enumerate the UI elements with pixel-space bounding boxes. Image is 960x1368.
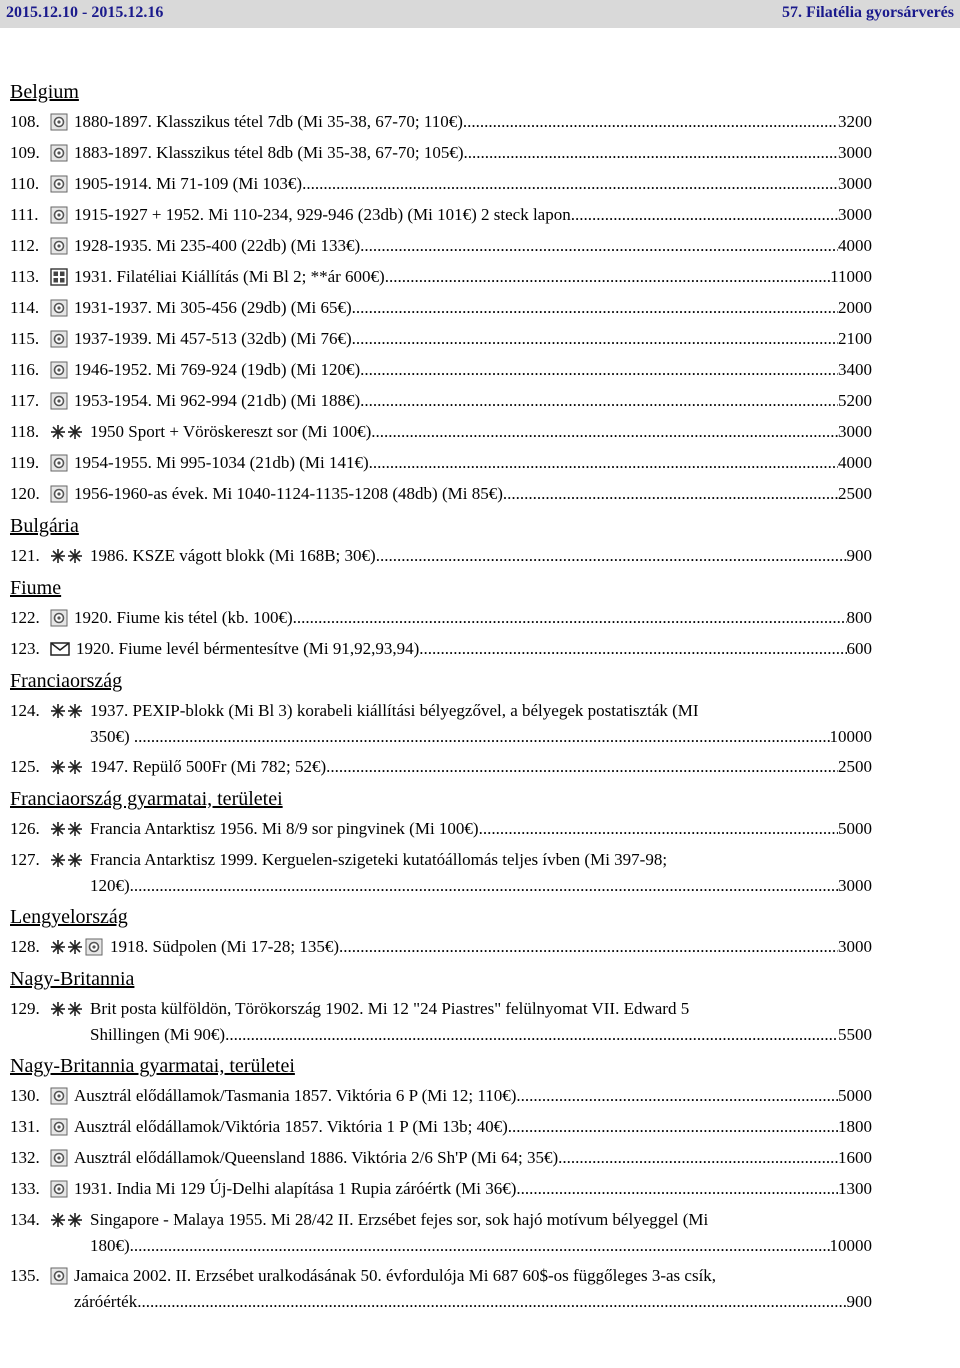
dot-leader [508, 1114, 838, 1140]
lot-number: 120. [10, 484, 40, 503]
lot-price: 3000 [838, 143, 872, 162]
lot-body [90, 419, 872, 450]
lot-price-line [74, 295, 872, 321]
lot-number: 130. [10, 1086, 40, 1105]
lot-price-line [90, 543, 872, 569]
lot-body [74, 1083, 872, 1114]
dot-leader [360, 357, 838, 383]
lot-price-line [74, 171, 872, 197]
lot-body [74, 1145, 872, 1176]
dot-leader [463, 109, 838, 135]
lot-number: 133. [10, 1179, 40, 1198]
double-star-icon [50, 816, 84, 842]
double-star-icon [50, 1207, 84, 1233]
lot-number: 127. [10, 850, 40, 869]
dot-leader [371, 419, 838, 445]
lot-entry [10, 1114, 872, 1145]
double-star-icon [50, 754, 84, 780]
lot-price-line [90, 1233, 872, 1259]
lot-number: 123. [10, 639, 40, 658]
dot-leader [293, 605, 847, 631]
page-header [0, 0, 960, 28]
used-stamp-icon [50, 295, 68, 321]
dot-leader [147, 873, 838, 899]
lot-entry [10, 698, 872, 750]
dot-leader [369, 450, 838, 476]
lot-description: 1880-1897. Klasszikus tétel 7db (Mi 35-38, 67-70; 110€) [74, 112, 463, 131]
lot-number: 113. [10, 267, 40, 286]
lot-description: 1946-1952. Mi 769-924 (19db) (Mi 120€) [74, 360, 361, 379]
used-stamp-icon [50, 1114, 68, 1140]
lot-description: 1931-1937. Mi 305-456 (29db) (Mi 65€) [74, 298, 352, 317]
dot-leader [464, 140, 838, 166]
lot-price: 2500 [838, 484, 872, 503]
lot-body [74, 109, 872, 140]
lot-entry [10, 202, 872, 233]
lot-entry [10, 847, 872, 899]
dot-leader [385, 264, 830, 290]
lot-price: 5200 [838, 391, 872, 410]
lot-entry [10, 326, 872, 357]
dot-leader [571, 202, 838, 228]
lot-entry [10, 1083, 872, 1114]
dot-leader [138, 724, 829, 750]
used-stamp-icon [50, 233, 68, 259]
lot-description: 1918. Südpolen (Mi 17-28; 135€) [110, 937, 340, 956]
dot-leader [302, 171, 838, 197]
lot-price-line [90, 754, 872, 780]
lot-entry [10, 419, 872, 450]
lot-price-line [110, 934, 872, 960]
dot-leader [503, 481, 838, 507]
lot-price: 5500 [838, 1025, 872, 1044]
lot-entry [10, 754, 872, 785]
lot-body [74, 264, 872, 295]
lot-price: 11000 [830, 267, 872, 286]
lot-body [74, 326, 872, 357]
lot-number: 119. [10, 453, 40, 472]
lot-body [74, 481, 872, 512]
lot-price-line [74, 109, 872, 135]
lot-body [90, 847, 872, 899]
lot-price: 3000 [838, 205, 872, 224]
lot-entry [10, 636, 872, 667]
lot-price: 3000 [838, 937, 872, 956]
lot-description: Singapore - Malaya 1955. Mi 28/42 II. Erzsébet fejes sor, sok hajó motívum bélyeggel (Mi [90, 1210, 709, 1229]
envelope-icon [50, 636, 70, 662]
dot-leader [352, 295, 838, 321]
lot-price-line [74, 202, 872, 228]
lot-description-cont: 350€) . [90, 727, 139, 746]
lot-description-line [90, 1207, 872, 1233]
lot-price: 5000 [838, 819, 872, 838]
lot-price-line [74, 264, 872, 290]
lot-number: 129. [10, 999, 40, 1018]
lot-price: 4000 [838, 236, 872, 255]
double-star-icon [50, 698, 84, 724]
section-title: Nagy-Britannia [10, 968, 135, 990]
lot-body [74, 388, 872, 419]
used-stamp-icon [50, 388, 68, 414]
lot-description-cont: Shillingen (Mi 90€) [90, 1025, 226, 1044]
lot-body [74, 140, 872, 171]
block-icon [50, 264, 68, 290]
lot-number: 128. [10, 937, 40, 956]
lot-body [90, 996, 872, 1048]
used-stamp-icon [50, 1145, 68, 1171]
lot-description: 1931. India Mi 129 Új-Delhi alapítása 1 Rupia záróértk (Mi 36€) [74, 1179, 517, 1198]
dot-leader [137, 1289, 846, 1315]
used-stamp-icon [50, 202, 68, 228]
dot-leader [521, 1083, 838, 1109]
lot-price: 3000 [838, 876, 872, 895]
lot-entry [10, 816, 872, 847]
dot-leader [352, 326, 838, 352]
lot-number: 122. [10, 608, 40, 627]
section-title: Franciaország gyarmatai, területei [10, 788, 283, 810]
lot-price-line [90, 1022, 872, 1048]
lot-price: 3400 [838, 360, 872, 379]
lot-body [74, 233, 872, 264]
lot-body [90, 543, 872, 574]
section-title: Nagy-Britannia gyarmatai, területei [10, 1055, 295, 1077]
lot-price: 1600 [838, 1148, 872, 1167]
dot-leader [339, 934, 838, 960]
lot-price-line [90, 873, 872, 899]
section-title: Franciaország [10, 670, 123, 692]
auction-title: 57. Filatélia gyorsárverés [782, 4, 954, 21]
lot-description-cont: záróérték [74, 1292, 138, 1311]
used-stamp-icon [50, 140, 68, 166]
lot-price: 900 [846, 546, 872, 565]
double-star-icon [50, 543, 84, 569]
lot-description: 1956-1960-as évek. Mi 1040-1124-1135-1208 (48db) (Mi 85€) [74, 484, 503, 503]
lot-price-line [74, 1176, 872, 1202]
lot-body [76, 636, 872, 667]
section-title: Bulgária [10, 515, 79, 537]
section-title: Belgium [10, 81, 79, 103]
lot-description: 1937-1939. Mi 457-513 (32db) (Mi 76€) [74, 329, 352, 348]
lot-body [90, 754, 872, 785]
lot-entry [10, 109, 872, 140]
dot-leader [376, 543, 847, 569]
lot-price-line [74, 605, 872, 631]
lot-description-cont: 180€) [90, 1236, 130, 1255]
lot-entry [10, 357, 872, 388]
lot-description: 1954-1955. Mi 995-1034 (21db) (Mi 141€) [74, 453, 369, 472]
lot-description: Francia Antarktisz 1999. Kerguelen-szigeteki kutatóállomás teljes ívben (Mi 397-98; [90, 850, 668, 869]
used-stamp-icon [50, 326, 68, 352]
lot-entry [10, 233, 872, 264]
lot-body [90, 1207, 872, 1259]
lot-price-line [74, 481, 872, 507]
used-stamp-icon [50, 171, 68, 197]
lot-number: 134. [10, 1210, 40, 1229]
dot-leader [326, 754, 838, 780]
lot-price: 800 [846, 608, 872, 627]
lot-description: Ausztrál elődállamok/Viktória 1857. Viktória 1 P (Mi 13b; 40€) [74, 1117, 508, 1136]
lot-price: 3000 [838, 174, 872, 193]
lot-price: 1800 [838, 1117, 872, 1136]
double-star-icon [50, 847, 84, 873]
lot-entry [10, 388, 872, 419]
dot-leader [419, 636, 846, 662]
lot-number: 126. [10, 819, 40, 838]
lot-number: 117. [10, 391, 40, 410]
dot-leader [130, 1233, 830, 1259]
lot-entry [10, 481, 872, 512]
dot-leader [516, 1176, 838, 1202]
lot-price: 3000 [838, 422, 872, 441]
lot-description: Francia Antarktisz 1956. Mi 8/9 sor pingvinek (Mi 100€) [90, 819, 479, 838]
lot-price: 2100 [838, 329, 872, 348]
lot-description: 1931. Filatéliai Kiállítás (Mi Bl 2; **ár 600€) [74, 267, 385, 286]
lot-description: Ausztrál elődállamok/Tasmania 1857. Viktória 6 P (Mi 12; 110€). [74, 1086, 521, 1105]
lot-price-line [90, 419, 872, 445]
lot-price: 10000 [829, 727, 872, 746]
lot-price-line [74, 450, 872, 476]
lot-number: 132. [10, 1148, 40, 1167]
lot-body [74, 605, 872, 636]
lot-number: 112. [10, 236, 40, 255]
lot-number: 116. [10, 360, 40, 379]
used-stamp-icon [50, 1176, 68, 1202]
lot-price-line [76, 636, 872, 662]
double-star-icon [50, 996, 84, 1022]
dot-leader [360, 388, 838, 414]
lot-price-line [90, 816, 872, 842]
lot-price-line [74, 1083, 872, 1109]
lot-body [74, 295, 872, 326]
dot-leader [225, 1022, 838, 1048]
lot-price: 600 [846, 639, 872, 658]
lot-description: 1905-1914. Mi 71-109 (Mi 103€) [74, 174, 303, 193]
used-stamp-icon [50, 1083, 68, 1109]
lot-description-cont: 120€).... [90, 876, 147, 895]
lot-description: 1928-1935. Mi 235-400 (22db) (Mi 133€) [74, 236, 361, 255]
lot-description: 1883-1897. Klasszikus tétel 8db (Mi 35-38, 67-70; 105€) [74, 143, 464, 162]
used-stamp-icon [50, 605, 68, 631]
lot-description: Ausztrál elődállamok/Queensland 1886. Viktória 2/6 Sh'P (Mi 64; 35€) [74, 1148, 559, 1167]
used-stamp-icon [50, 109, 68, 135]
lot-number: 110. [10, 174, 40, 193]
lot-body [74, 1114, 872, 1145]
section-title: Fiume [10, 577, 62, 599]
lot-price: 4000 [838, 453, 872, 472]
lot-description: 1915-1927 + 1952. Mi 110-234, 929-946 (23db) (Mi 101€) 2 steck lapon [74, 205, 571, 224]
dot-leader [558, 1145, 838, 1171]
used-stamp-icon [50, 1263, 68, 1289]
lot-description: Jamaica 2002. II. Erzsébet uralkodásának 50. évfordulója Mi 687 60$-os függőleges 3-as csík, [74, 1266, 717, 1285]
lot-price: 3200 [838, 112, 872, 131]
lot-description: 1920. Fiume levél bérmentesítve (Mi 91,92,93,94) [76, 639, 420, 658]
lot-description-line [90, 996, 872, 1022]
lot-entry [10, 934, 872, 965]
lot-entry [10, 1145, 872, 1176]
lot-body [74, 1263, 872, 1315]
lot-description-line [74, 1263, 872, 1289]
lot-price-line [74, 357, 872, 383]
double-star-icon [50, 419, 84, 445]
lot-entry [10, 171, 872, 202]
lot-body [110, 934, 872, 965]
lot-number: 118. [10, 422, 40, 441]
lot-price-line [74, 140, 872, 166]
lot-price-line [74, 1114, 872, 1140]
lot-entry [10, 1176, 872, 1207]
lot-description: 1937. PEXIP-blokk (Mi Bl 3) korabeli kiállítási bélyegzővel, a bélyegek postatiszták (MI [90, 701, 699, 720]
section-title: Lengyelország [10, 906, 128, 928]
lot-entry [10, 543, 872, 574]
lot-price-line [74, 233, 872, 259]
lot-entry [10, 996, 872, 1048]
double-star-used-icon [50, 934, 104, 960]
lot-price-line [74, 1145, 872, 1171]
lot-body [90, 816, 872, 847]
lot-body [74, 171, 872, 202]
lot-entry [10, 605, 872, 636]
lot-description: 1986. KSZE vágott blokk (Mi 168B; 30€) [90, 546, 376, 565]
lot-description-line [90, 698, 872, 724]
dot-leader [360, 233, 838, 259]
lot-number: 109. [10, 143, 40, 162]
lot-number: 125. [10, 757, 40, 776]
auction-date-range: 2015.12.10 - 2015.12.16 [6, 4, 164, 21]
lot-description: 1953-1954. Mi 962-994 (21db) (Mi 188€) [74, 391, 361, 410]
lot-description: 1920. Fiume kis tétel (kb. 100€) [74, 608, 293, 627]
lot-list [10, 78, 872, 1319]
lot-description: 1950 Sport + Vöröskereszt sor (Mi 100€) [90, 422, 372, 441]
lot-number: 124. [10, 701, 40, 720]
lot-entry [10, 1207, 872, 1259]
lot-entry [10, 140, 872, 171]
lot-price-line [74, 388, 872, 414]
lot-body [74, 1176, 872, 1207]
lot-price: 900 [846, 1292, 872, 1311]
lot-description: Brit posta külföldön, Törökország 1902. Mi 12 "24 Piastres" felülnyomat VII. Edward 5 [90, 999, 690, 1018]
lot-number: 108. [10, 112, 40, 131]
lot-body [74, 357, 872, 388]
dot-leader [479, 816, 838, 842]
lot-price: 1300 [838, 1179, 872, 1198]
lot-price: 2000 [838, 298, 872, 317]
lot-body [74, 450, 872, 481]
lot-price-line [74, 326, 872, 352]
lot-entry [10, 1263, 872, 1315]
lot-price: 5000 [838, 1086, 872, 1105]
used-stamp-icon [50, 481, 68, 507]
lot-price-line [90, 724, 872, 750]
lot-body [90, 698, 872, 750]
lot-body [74, 202, 872, 233]
lot-number: 121. [10, 546, 40, 565]
lot-price-line [74, 1289, 872, 1315]
used-stamp-icon [50, 357, 68, 383]
lot-number: 135. [10, 1266, 40, 1285]
lot-number: 115. [10, 329, 40, 348]
lot-price: 2500 [838, 757, 872, 776]
lot-number: 114. [10, 298, 40, 317]
lot-number: 131. [10, 1117, 40, 1136]
lot-number: 111. [10, 205, 39, 224]
lot-entry [10, 264, 872, 295]
lot-price: 10000 [829, 1236, 872, 1255]
lot-entry [10, 295, 872, 326]
lot-description-line [90, 847, 872, 873]
used-stamp-icon [50, 450, 68, 476]
lot-description: 1947. Repülő 500Fr (Mi 782; 52€) [90, 757, 327, 776]
lot-entry [10, 450, 872, 481]
